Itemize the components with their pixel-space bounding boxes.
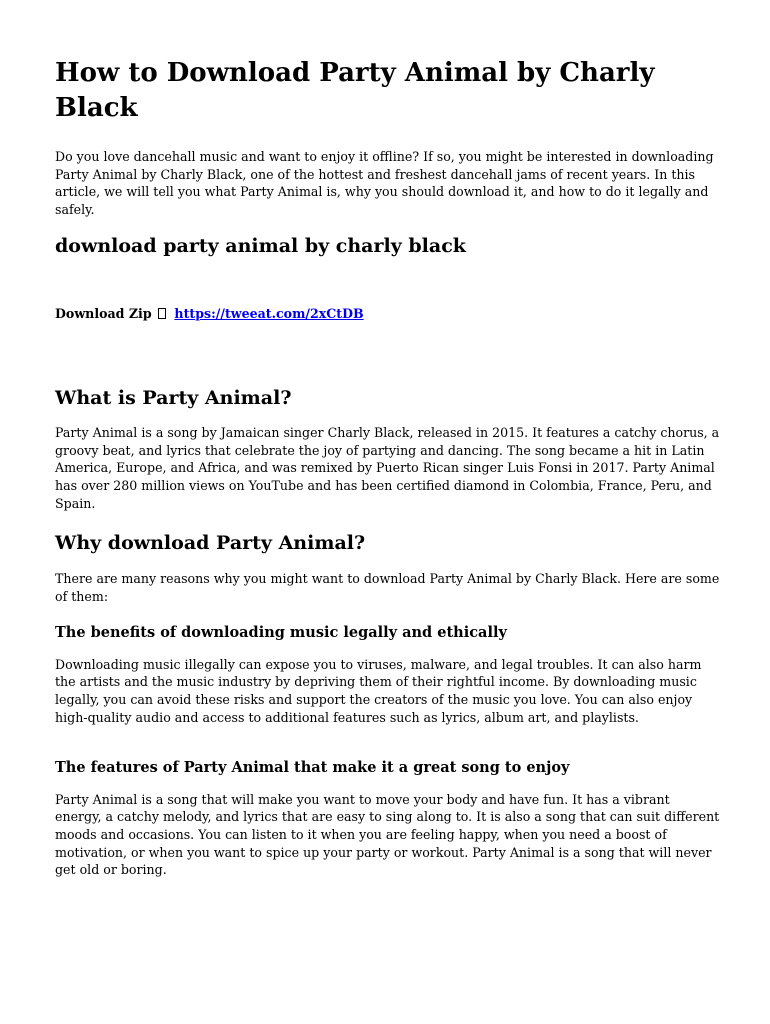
- download-link[interactable]: https://tweeat.com/2xCtDB: [174, 305, 364, 321]
- subsection-body-features: Party Animal is a song that will make you want to move your body and have fun. It has a vibrant energy, a catchy melody, and lyrics that are easy to sing along to. It is also a song that can suit different moods and occasions. You can listen to it when you are feeling happy, when you need a boost of motivation, or when you want to spice up your party or workout. Party Animal is a song that will never get old or boring.: [55, 791, 720, 878]
- subsection-heading-features: The features of Party Animal that make it a great song to enjoy: [55, 758, 570, 776]
- keyword-heading: download party animal by charly black: [55, 234, 466, 257]
- section-body-what: Party Animal is a song by Jamaican singer Charly Black, released in 2015. It features a catchy chorus, a groovy beat, and lyrics that celebrate the joy of partying and dancing. The song became a hit in Latin America, Europe, and Africa, and was remixed by Puerto Rican singer Luis Fonsi in 2017. Party Animal has over 280 million views on YouTube and has been certified diamond in Colombia, France, Peru, and Spain.: [55, 424, 720, 511]
- download-label: Download Zip: [55, 305, 152, 321]
- subsection-heading-benefits: The benefits of downloading music legally and ethically: [55, 623, 507, 641]
- download-line: [55, 305, 720, 323]
- section-heading-what: What is Party Animal?: [55, 386, 292, 409]
- download-arrow-icon: [158, 308, 166, 319]
- subsection-body-benefits: Downloading music illegally can expose you to viruses, malware, and legal troubles. It can also harm the artists and the music industry by depriving them of their rightful income. By downloading music legally, you can avoid these risks and support the creators of the music you love. You can also enjoy high-quality audio and access to additional features such as lyrics, album art, and playlists.: [55, 656, 702, 725]
- article-body: [55, 56, 720, 879]
- page-title: How to Download Party Animal by Charly Black: [55, 58, 655, 123]
- section-body-why: There are many reasons why you might want to download Party Animal by Charly Black. Here are some of them:: [55, 571, 720, 605]
- intro-paragraph: Do you love dancehall music and want to enjoy it offline? If so, you might be interested in downloading Party Animal by Charly Black, one of the hottest and freshest dancehall jams of recent years. In this article, we will tell you what Party Animal is, why you should download it, and how to do it legally and safely.: [55, 149, 714, 218]
- section-heading-why: Why download Party Animal?: [55, 532, 366, 555]
